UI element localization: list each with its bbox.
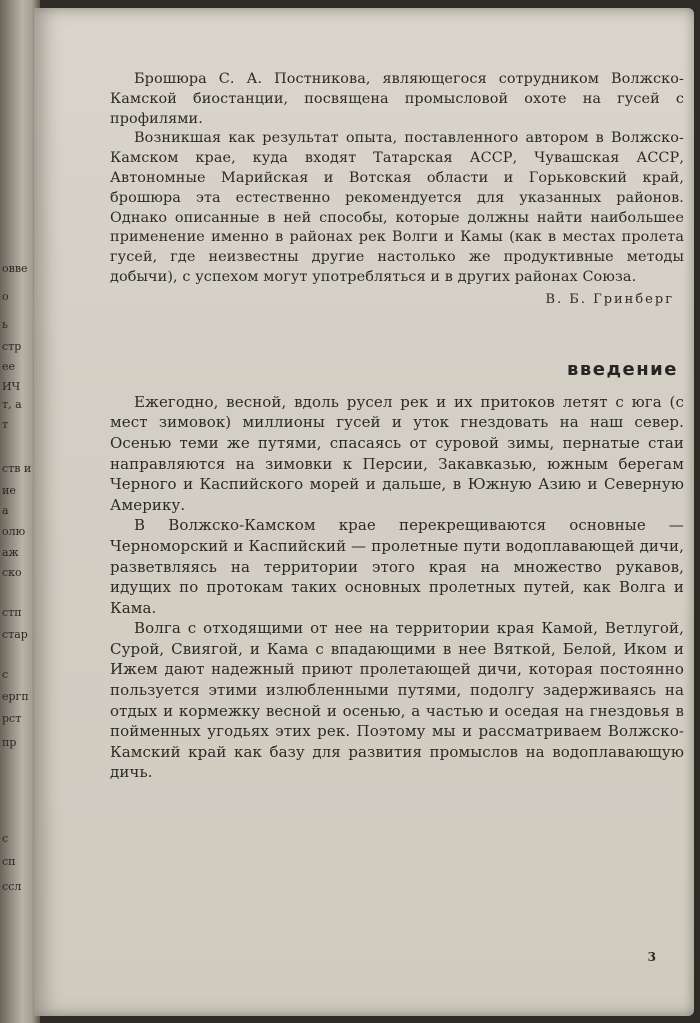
left-page-fragment: ь — [2, 318, 8, 331]
preface-paragraph: Брошюра С. А. Постникова, являющегося сотрудником Волжско-Камской биостанции, посвящена промысловой охоте на гусей с профилями. — [110, 71, 684, 127]
left-page-fragment: пр — [2, 736, 17, 749]
left-page-fragment: овве — [2, 262, 28, 275]
left-page-fragment: ств и — [2, 462, 32, 475]
intro-paragraph: Волга с отходящими от нее на территории края Камой, Ветлугой, Сурой, Свиягой, и Кама с впадающими в нее Вяткой, Белой, Иком и Ижем дают надежный приют пролетающей дичи, которая постоянно пользуется этими излюбленными путями, подолгу задерживаясь на отдых и кормежку весной и осенью, а частью и оседая на гнездовья в пойменных угодьях этих рек. Поэтому мы и рассматриваем Волжско-Камский край как базу для развития промыслов на водоплавающую дичь. — [110, 619, 684, 782]
left-page-fragment: ие — [2, 484, 16, 497]
preface-signature: В. Б. Гринберг — [545, 291, 674, 307]
left-page-fragment: т, а — [2, 398, 22, 411]
section-heading: введение — [567, 358, 678, 380]
left-page-fragment: ско — [2, 566, 22, 579]
left-page-fragment: с — [2, 832, 9, 845]
page-number: 3 — [647, 950, 656, 964]
introduction-section — [110, 359, 684, 783]
left-page-fragment: а — [2, 504, 9, 517]
left-page-fragment: т — [2, 418, 9, 431]
left-page-fragment: о — [2, 290, 9, 303]
book-page — [34, 8, 694, 1016]
preface-section — [110, 70, 684, 307]
left-page-fragment: олю — [2, 525, 26, 538]
left-page-fragment: ергп — [2, 690, 29, 703]
page-content — [110, 70, 684, 783]
intro-paragraph: Ежегодно, весной, вдоль русел рек и их притоков летят с юга (с мест зимовок) миллионы гусей и уток гнездовать на наш север. Осенью теми же путями, спасаясь от суровой зимы, пернатые стаи направляются на зимовки к Персии, Закавказью, южным берегам Черного и Каспийского морей и дальше, в Южную Азию и Северную Америку. — [110, 392, 684, 514]
left-page-fragment: стп — [2, 606, 22, 619]
left-page-fragment: рст — [2, 712, 22, 725]
left-page-fragment: с — [2, 668, 9, 681]
preface-paragraph: Возникшая как результат опыта, поставленного автором в Волжско-Камском крае, куда входят Татарская АССР, Чувашская АССР, Автономные Марийская и Вотская области и Горьковский край, брошюра эта естественно рекомендуется для указанных районов. Однако описанные в ней способы, которые должны найти наибольшее применение именно в районах рек Волги и Камы (как в местах пролета гусей, где неизвестны другие настолько же продуктивные методы добычи), с успехом могут употребляться и в других районах Союза. — [110, 130, 684, 285]
left-page-fragment: ИЧ — [2, 380, 21, 393]
left-page-fragment: стр — [2, 340, 22, 353]
left-page-fragment: стар — [2, 628, 28, 641]
left-page-fragment: аж — [2, 546, 19, 559]
left-page-fragment: ссл — [2, 880, 22, 893]
left-page-fragment: сп — [2, 855, 16, 868]
left-page-fragment: ее — [2, 360, 16, 373]
intro-paragraph: В Волжско-Камском крае перекрещиваются основные — Черноморский и Каспийский — пролетные пути водоплавающей дичи, разветвляясь на территории этого края на множество рукавов, идущих по протокам таких основных пролетных путей, как Волга и Кама. — [110, 516, 684, 617]
